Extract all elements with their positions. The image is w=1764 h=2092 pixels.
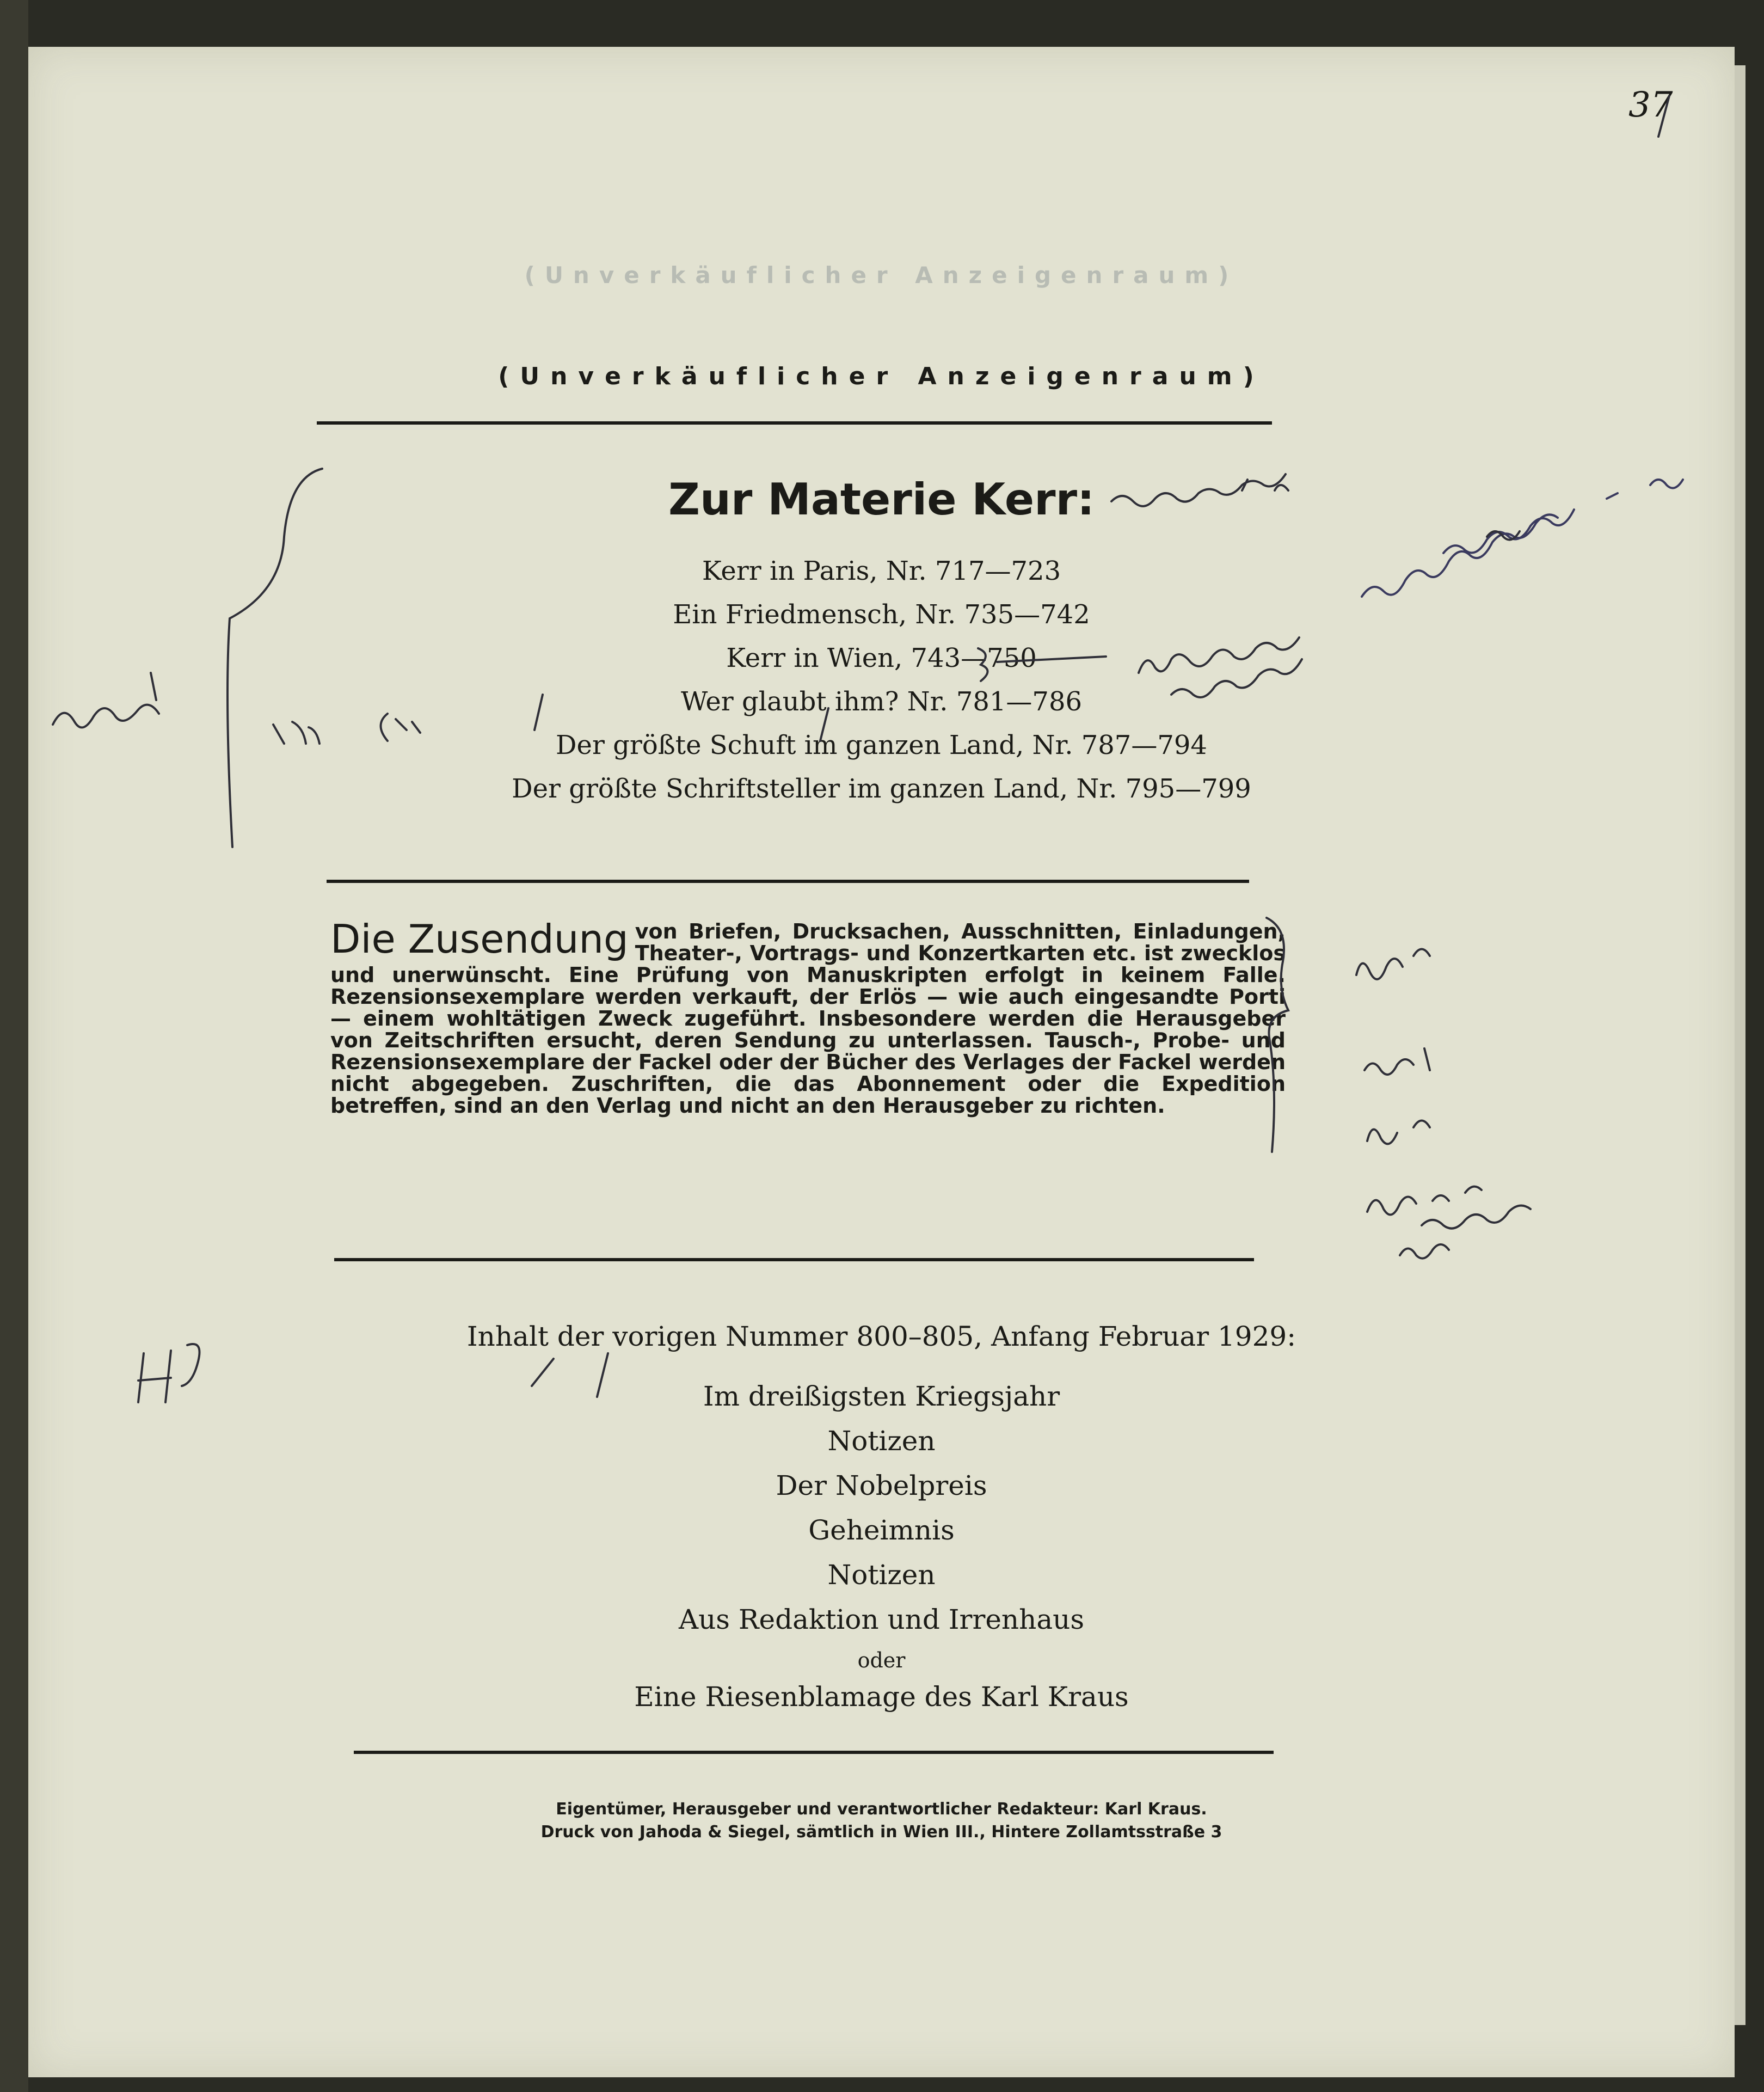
contents-item: Geheimnis: [808, 1514, 955, 1546]
annotation-scribble: [1365, 1048, 1430, 1075]
notice-body: von Briefen, Drucksachen, Ausschnitten, Einladungen, Theater-, Vortrags- und Konzertkarten etc. ist zwecklos und unerwünscht. Eine Prüfung von Manuskripten erfolgt in keinem Falle. Rezensionsexemplare werden verkauft, der Erlös — wie auch eingesandte Porti — einem wohltätigen Zweck zugeführt. Insbesondere werden die Herausgeber von Zeitschriften ersucht, deren Sendung zu unterlassen. Tausch-, Probe- und Rezensionsexemplare der Fackel oder der Bücher des Verlages der Fackel werden nicht abgegeben. Zuschriften, die das Abonnement oder die Expedition betreffen, sind an den Verlag und nicht an den Herausgeber zu richten.: [330, 919, 1286, 1118]
page-number: 37: [1628, 85, 1673, 125]
annotation-scribble: [1487, 531, 1520, 540]
header-rule: [317, 421, 1272, 425]
show-through-header: (Unverkäuflicher Anzeigenraum): [524, 262, 1239, 289]
ad-space-header: (Unverkäuflicher Anzeigenraum): [498, 363, 1265, 390]
contents-rule: [354, 1751, 1274, 1754]
annotation-scribble: [1356, 949, 1430, 979]
kerr-item: Ein Friedmensch, Nr. 735—742: [673, 599, 1090, 630]
contents-item: Notizen: [827, 1425, 936, 1457]
submission-notice: [330, 916, 1286, 1118]
contents-item: Eine Riesenblamage des Karl Kraus: [634, 1681, 1129, 1713]
kerr-item: Der größte Schuft im ganzen Land, Nr. 787—794: [556, 730, 1207, 760]
notice-lead: Die Zusendung: [330, 916, 629, 962]
book-spine: [0, 0, 28, 2092]
contents-heading: Inhalt der vorigen Nummer 800–805, Anfang Februar 1929:: [466, 1321, 1296, 1352]
contents-item: Im dreißigsten Kriegsjahr: [703, 1381, 1060, 1412]
page-edge: [1735, 65, 1745, 2025]
contents-item: Aus Redaktion und Irrenhaus: [678, 1604, 1085, 1635]
kerr-item: Wer glaubt ihm? Nr. 781—786: [680, 686, 1083, 717]
kerr-item: Kerr in Wien, 743—750: [726, 643, 1037, 673]
imprint-line-1: Eigentümer, Herausgeber und verantwortlicher Redakteur: Karl Kraus.: [556, 1800, 1207, 1819]
kerr-section-rule: [327, 880, 1249, 883]
kerr-section-title: Zur Materie Kerr:: [668, 474, 1095, 525]
contents-item-conjunction: oder: [857, 1648, 906, 1672]
kerr-item: Der größte Schriftsteller im ganzen Land, Nr. 795—799: [512, 774, 1251, 804]
scanned-page: [28, 47, 1735, 2077]
notice-rule: [334, 1258, 1254, 1261]
annotation-scribble: [1367, 1187, 1531, 1229]
annotation-scribble: [1400, 1244, 1449, 1259]
imprint-line-2: Druck von Jahoda & Siegel, sämtlich in Wien III., Hintere Zollamtsstraße 3: [540, 1823, 1222, 1842]
contents-item: Notizen: [827, 1559, 936, 1591]
kerr-item: Kerr in Paris, Nr. 717—723: [702, 556, 1061, 586]
contents-item: Der Nobelpreis: [776, 1470, 987, 1501]
annotation-scribble: [1367, 1121, 1430, 1144]
